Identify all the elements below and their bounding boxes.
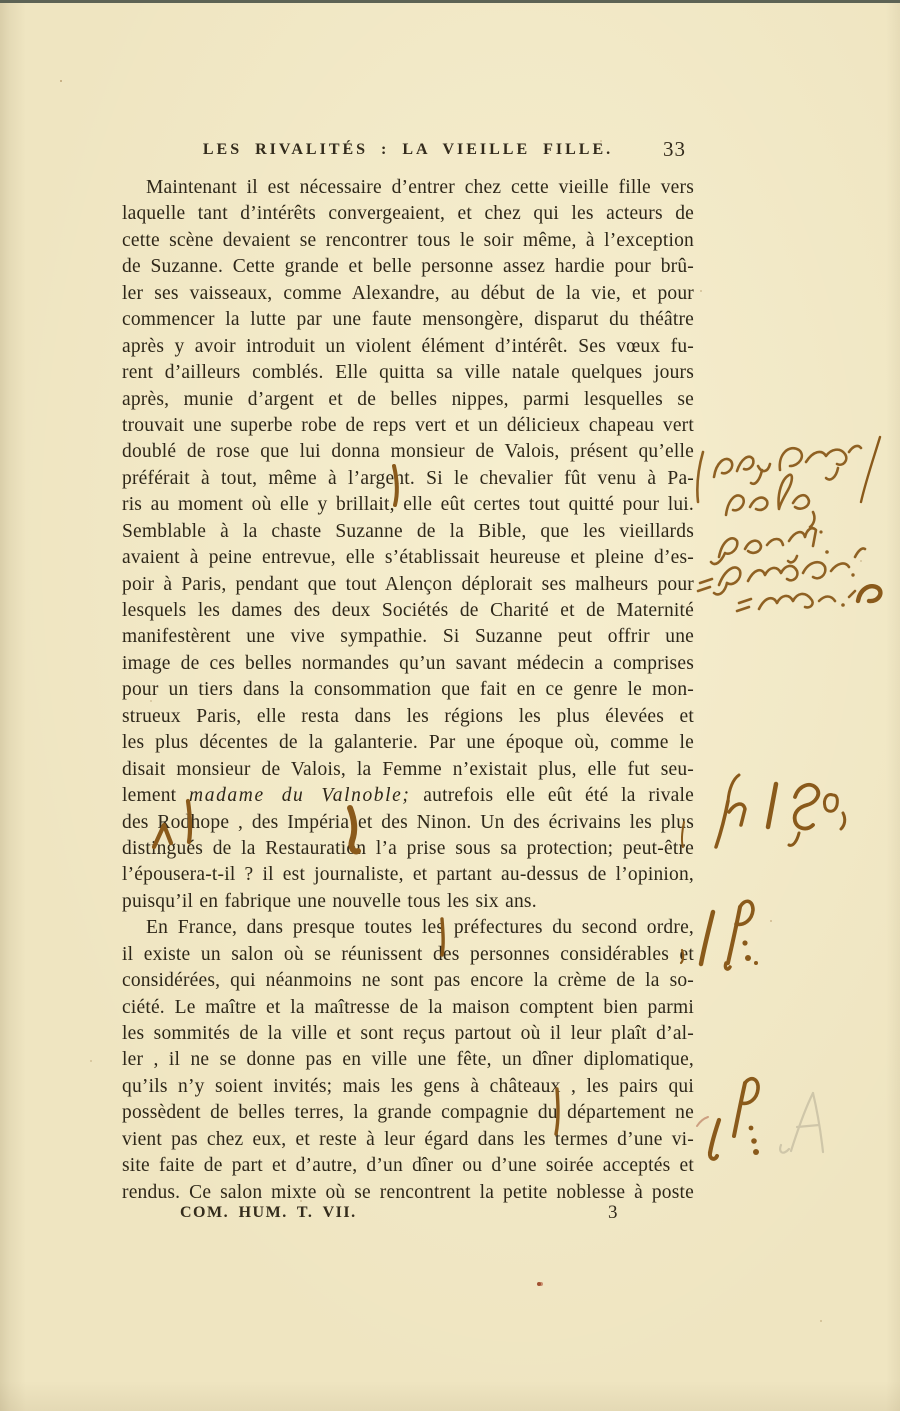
text-line: il existe un salon où se réunissent des personnes considérables et (122, 943, 694, 965)
proof-mark-1d (697, 1079, 759, 1159)
right-margin-curl (858, 586, 880, 601)
text-line: laquelle tant d’intérêts convergeaient, et chez qui les acteurs de (122, 203, 694, 225)
pencil-mark (780, 1093, 823, 1153)
text-line: Semblable à la chaste Suzanne de la Bible, que les vieillards (122, 520, 694, 542)
proof-mark-h18o (682, 775, 845, 847)
scan-top-edge (0, 0, 900, 3)
text-line: l’épousera-t-il ? il est journaliste, et partant au-dessus de l’opinion, (122, 864, 694, 886)
text-line: vient pas chez eux, et reste à leur égard dans les termes d’une vi- (122, 1128, 694, 1150)
text-line: ler ses vaisseaux, comme Alexandre, au début de la vie, et pour (122, 282, 694, 304)
text-line: lement madame du Valnoble; autrefois elle eût été la rivale (122, 785, 694, 807)
text-line: disait monsieur de Valois, la Femme n’existait plus, elle fut seu- (122, 758, 694, 780)
text-line: image de ces belles normandes qu’un savant médecin a comprises (122, 652, 694, 674)
text-line: rendus. Ce salon mixte où se rencontrent la petite noblesse à poste (122, 1181, 694, 1203)
text-line: possèdent de belles terres, la grande compagnie du département ne (122, 1102, 694, 1124)
text-line: commencer la lutte par une faute mensongère, disparut du théâtre (122, 309, 694, 331)
text-line: ciété. Le maître et la maîtresse de la maison comptent bien parmi (122, 996, 694, 1018)
text-line: après, munie d’argent et de belles nippes, parmi lesquelles se (122, 388, 694, 410)
margin-note-handwriting (697, 446, 865, 611)
text-line: En France, dans presque toutes les préfectures du second ordre, (146, 917, 694, 939)
text-line: les plus décentes de la galanterie. Par une époque où, comme le (122, 732, 694, 754)
text-line: Maintenant il est nécessaire d’entrer chez cette vieille fille vers (146, 177, 694, 198)
text-line: de Suzanne. Cette grande et belle personne assez hardie pour brû- (122, 256, 694, 278)
text-line: rent d’ailleurs comblés. Elle quitta sa ville natale quelques jours (122, 362, 694, 384)
text-line: préférait à tout, même à l’argent. Si le chevalier fût venu à Pa- (122, 467, 694, 489)
italic-phrase: madame du Valnoble; (189, 785, 411, 807)
text-line: trouvait une superbe robe de reps vert et un délicieux chapeau vert (122, 414, 694, 436)
paper-specks (60, 80, 62, 82)
signature-mark: COM. HUM. T. VII. (180, 1204, 357, 1221)
gathering-number: 3 (608, 1202, 618, 1223)
text-line: avaient à peine entrevue, elle s’établissait heureuse et pleine d’es- (122, 547, 694, 569)
page-title: LES RIVALITÉS : LA VIEILLE FILLE. (202, 141, 614, 158)
text-block (122, 175, 694, 1206)
text-line: des Rodhope , des Impéria et des Ninon. Un des écrivains les plus (122, 811, 694, 833)
text-line: ris au moment où elle y brillait, elle eût certes tout quitté pour lui. (122, 494, 694, 516)
text-line: doublé de rose que lui donna monsieur de Valois, présent qu’elle (122, 441, 694, 463)
text-line: considérées, qui néanmoins ne sont pas encore la crème de la so- (122, 970, 694, 992)
text-line: distingués de la Restauration l’a prise sous sa protection; peut-être (122, 837, 694, 859)
text-line: poir à Paris, pendant que tout Alençon déplorait ses malheurs pour (122, 573, 694, 595)
text-line: puisqu’il en fabrique une nouvelle tous les six ans. (122, 890, 537, 912)
text-line: qu’ils n’y soient invités; mais les gens à châteaux , les pairs qui (122, 1075, 694, 1097)
text-line: après y avoir introduit un violent élément d’intérêt. Ses vœux fu- (122, 335, 694, 357)
text-line: lesquels les dames des deux Sociétés de Charité et de Maternité (122, 600, 694, 621)
text-line: les sommités de la ville et sont reçus partout où il leur plaît d’al- (122, 1023, 694, 1044)
text-line: strueux Paris, elle resta dans les régions les plus élevées et (122, 705, 694, 727)
page-footer (122, 1202, 694, 1226)
text-line: ler , il ne se donne pas en ville une fête, un dîner diplomatique, (122, 1049, 694, 1071)
text-line: manifestèrent une vive sympathie. Si Suzanne peut offrir une (122, 626, 694, 648)
page-number: 33 (663, 137, 686, 161)
text-line: cette scène devaient se rencontrer tous le soir même, à l’exception (122, 229, 694, 251)
text-line: site faite de part et d’autre, d’un dîner ou d’une soirée acceptés et (122, 1155, 694, 1177)
red-speck (537, 1282, 541, 1286)
right-margin-slash (861, 437, 880, 502)
text-line: pour un tiers dans la consommation que fait en ce genre le mon- (122, 679, 694, 701)
running-head (122, 137, 694, 161)
